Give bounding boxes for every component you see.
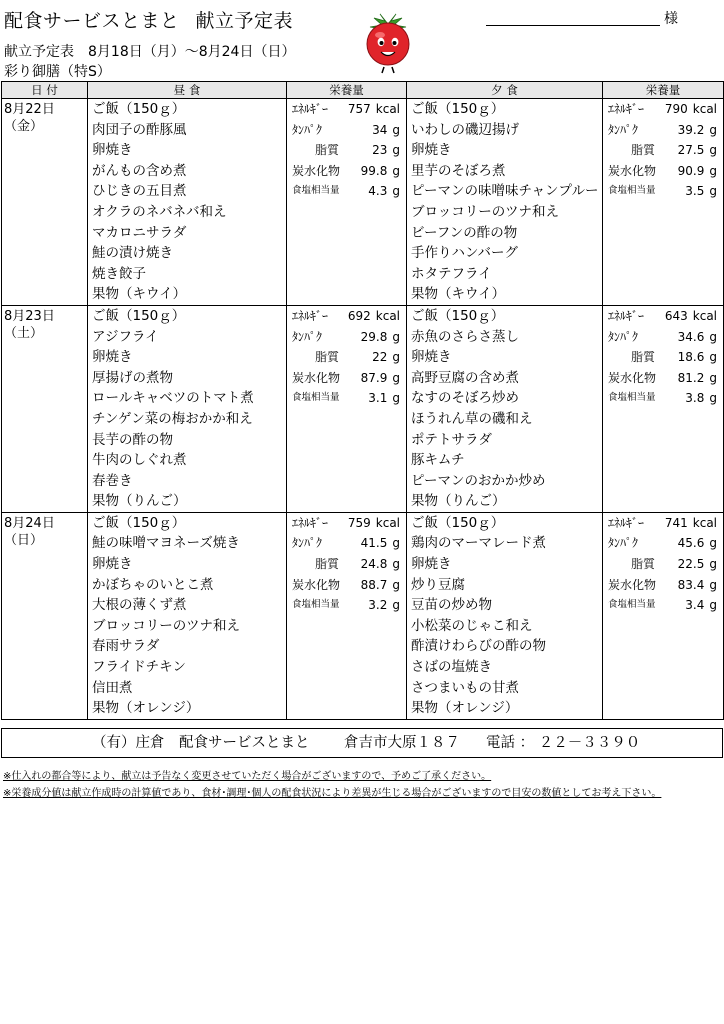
honorific: 様 — [664, 11, 678, 27]
nutrient-unit: g — [392, 370, 400, 385]
nutrient-label: 炭水化物 — [292, 370, 341, 385]
footer-contact — [1, 728, 723, 758]
note-menu-change: ※仕入れの都合等により、献立は予告なく変更させていただく場合がございますので、予めご了承ください。 — [3, 771, 492, 782]
nutrient-label: 炭水化物 — [608, 577, 657, 592]
nutrient-label: ｴﾈﾙｷﾞｰ — [608, 515, 645, 530]
nutrient-number: 83.4 — [677, 577, 705, 592]
nutrient-label: 食塩相当量 — [292, 599, 340, 611]
menu-item: ポテトサラダ — [411, 431, 492, 448]
nutrient-row — [287, 533, 406, 554]
nutrient-value — [678, 554, 717, 575]
nutrient-row — [603, 347, 723, 368]
nutrient-value — [361, 368, 400, 389]
menu-item: 牛肉のしぐれ煮 — [92, 452, 187, 469]
weekday-label: （日） — [4, 532, 44, 548]
dinner-nutrition-cell — [603, 99, 724, 306]
nutrient-value — [348, 306, 400, 327]
nutrient-number: 18.6 — [677, 350, 705, 365]
company-address: 倉吉市大原１８７ — [344, 735, 460, 751]
nutrient-number: 23 — [372, 143, 388, 158]
menu-item: ピーマンの味噌味チャンプルー — [411, 183, 599, 200]
nutrient-unit: g — [709, 143, 717, 158]
nutrient-number: 759 — [347, 515, 371, 530]
nutrient-label: ｴﾈﾙｷﾞｰ — [608, 102, 645, 116]
nutrient-unit: kcal — [692, 102, 717, 116]
nutrient-unit: g — [709, 536, 717, 551]
day-row — [2, 512, 724, 719]
menu-item: さつまいもの甘煮 — [411, 679, 519, 696]
nutrient-row — [603, 181, 723, 202]
nutrient-value — [361, 161, 400, 182]
nutrient-row — [603, 595, 723, 616]
nutrient-label: 脂質 — [315, 143, 340, 158]
menu-item: ビーフンの酢の物 — [411, 224, 518, 241]
nutrient-unit: kcal — [375, 102, 400, 116]
nutrient-value — [678, 120, 717, 141]
nutrient-label: 食塩相当量 — [608, 185, 656, 197]
nutrient-number: 643 — [664, 308, 688, 323]
nutrient-label: 食塩相当量 — [292, 392, 340, 404]
nutrient-value — [685, 595, 717, 616]
nutrient-value — [368, 388, 400, 409]
nutrient-value — [368, 181, 400, 202]
service-title: 配食サービスとまと — [4, 10, 180, 32]
nutrient-value — [665, 513, 717, 534]
nutrient-value — [678, 140, 717, 161]
nutrient-value — [372, 140, 400, 161]
nutrient-value — [678, 327, 717, 348]
nutrient-number: 22 — [372, 350, 388, 365]
nutrient-unit: g — [392, 557, 400, 572]
nutrient-unit: g — [709, 598, 717, 613]
nutrient-label: ﾀﾝﾊﾟｸ — [608, 329, 639, 344]
menu-item: 信田煮 — [92, 679, 133, 696]
nutrient-value — [685, 388, 717, 409]
lunch-menu-cell — [88, 99, 287, 306]
menu-item: なすのそぼろ炒め — [411, 390, 519, 407]
dinner-menu-cell — [407, 99, 603, 306]
menu-item: ご飯（150ｇ） — [92, 514, 186, 531]
nutrient-row — [287, 513, 406, 534]
nutrient-row — [603, 327, 723, 348]
menu-item: ご飯（150ｇ） — [92, 307, 186, 324]
nutrient-label: ﾀﾝﾊﾟｸ — [608, 122, 639, 137]
nutrient-value — [361, 327, 400, 348]
menu-item: チンゲン菜の梅おかか和え — [92, 410, 253, 427]
nutrient-unit: g — [392, 391, 400, 406]
menu-item: 卵焼き — [411, 349, 452, 366]
nutrient-row — [603, 575, 723, 596]
nutrient-number: 45.6 — [677, 536, 705, 551]
nutrient-value — [678, 368, 717, 389]
menu-item: 厚揚げの煮物 — [92, 369, 173, 386]
nutrient-label: 炭水化物 — [608, 163, 657, 178]
nutrient-row — [287, 327, 406, 348]
nutrient-unit: g — [392, 122, 400, 137]
date-cell — [2, 305, 88, 512]
nutrient-row — [287, 306, 406, 327]
nutrient-row — [603, 533, 723, 554]
nutrient-label: 脂質 — [631, 143, 656, 158]
menu-item: 鮭の味噌マヨネーズ焼き — [92, 535, 240, 552]
menu-item: オクラのネバネバ和え — [92, 203, 227, 220]
nutrient-label: 食塩相当量 — [608, 392, 656, 404]
nutrient-label: ｴﾈﾙｷﾞｰ — [292, 102, 329, 116]
nutrient-value — [678, 533, 717, 554]
nutrient-unit: g — [709, 557, 717, 572]
menu-table — [1, 81, 724, 720]
nutrient-number: 757 — [347, 102, 371, 116]
nutrient-number: 29.8 — [360, 329, 388, 344]
nutrient-unit: g — [392, 577, 400, 592]
menu-item: ひじきの五目煮 — [92, 183, 187, 200]
menu-item: 手作りハンバーグ — [411, 245, 519, 262]
nutrient-number: 81.2 — [677, 370, 705, 385]
nutrient-row — [287, 140, 406, 161]
dinner-nutrition-cell — [603, 512, 724, 719]
col-header-nutrition-lunch: 栄養量 — [287, 82, 407, 99]
nutrient-unit: kcal — [692, 308, 717, 323]
menu-item: フライドチキン — [92, 659, 186, 676]
nutrient-row — [287, 99, 406, 120]
nutrient-unit: kcal — [375, 515, 400, 530]
menu-item: 果物（キウイ） — [411, 286, 506, 303]
schedule-heading — [4, 41, 295, 61]
menu-item: 春巻き — [92, 472, 133, 489]
nutrient-row — [287, 554, 406, 575]
nutrient-row — [603, 554, 723, 575]
date-label: 8月23日 — [4, 308, 55, 324]
nutrient-unit: g — [709, 122, 717, 137]
nutrient-unit: g — [709, 163, 717, 178]
nutrient-number: 34 — [372, 122, 388, 137]
nutrient-label: ｴﾈﾙｷﾞｰ — [292, 308, 329, 323]
nutrient-number: 3.2 — [368, 598, 388, 613]
nutrient-row — [603, 388, 723, 409]
nutrient-label: 脂質 — [631, 350, 656, 365]
nutrient-unit: g — [392, 163, 400, 178]
nutrient-unit: g — [392, 350, 400, 365]
nutrient-value — [665, 99, 717, 120]
menu-item: 鶏肉のマーマレード煮 — [411, 535, 546, 552]
nutrient-row — [603, 99, 723, 120]
menu-item: 卵焼き — [411, 556, 452, 573]
menu-item: さばの塩焼き — [411, 659, 492, 676]
nutrient-unit: kcal — [375, 308, 400, 323]
menu-item: 春雨サラダ — [92, 638, 160, 655]
nutrient-value — [372, 120, 400, 141]
nutrient-row — [603, 140, 723, 161]
nutrient-row — [287, 368, 406, 389]
recipient-name-line — [486, 25, 660, 26]
menu-item: ご飯（150ｇ） — [411, 101, 505, 117]
nutrient-unit: g — [709, 391, 717, 406]
nutrient-number: 99.8 — [360, 163, 388, 178]
nutrient-unit: g — [709, 577, 717, 592]
nutrient-number: 87.9 — [360, 370, 388, 385]
nutrient-row — [603, 306, 723, 327]
nutrient-value — [348, 513, 400, 534]
nutrient-unit: g — [392, 598, 400, 613]
col-header-lunch: 昼 食 — [88, 82, 287, 99]
nutrient-label: ﾀﾝﾊﾟｸ — [292, 329, 323, 344]
note-nutrition: ※栄養成分値は献立作成時の計算値であり、食材･調理･個人の配食状況により差異が生じる場合がございますので目安の数値としてお考え下さい。 — [3, 788, 662, 799]
nutrient-number: 88.7 — [360, 577, 388, 592]
schedule-label: 献立予定表 — [4, 44, 74, 60]
date-label: 8月22日 — [4, 102, 55, 117]
menu-item: 里芋のそぼろ煮 — [411, 162, 506, 179]
nutrient-number: 790 — [664, 102, 688, 116]
nutrient-number: 4.3 — [368, 184, 388, 199]
lunch-nutrition-cell — [287, 99, 407, 306]
nutrient-row — [287, 161, 406, 182]
company-phone: 電話 ： ２２－３３９０ — [486, 735, 641, 751]
date-range: 8月18日（月）～8月24日（日） — [88, 44, 296, 60]
day-row — [2, 99, 724, 306]
menu-item: マカロニサラダ — [92, 224, 187, 241]
nutrient-number: 3.8 — [685, 391, 705, 406]
weekday-label: （土） — [4, 325, 44, 341]
nutrient-row — [603, 161, 723, 182]
nutrient-unit: kcal — [692, 515, 717, 530]
dinner-menu-cell — [407, 512, 603, 719]
nutrient-row — [603, 513, 723, 534]
nutrient-row — [287, 120, 406, 141]
nutrient-label: 脂質 — [315, 350, 340, 365]
nutrient-label: 食塩相当量 — [292, 185, 340, 197]
menu-item: ご飯（150ｇ） — [92, 101, 186, 117]
nutrient-unit: g — [709, 370, 717, 385]
tomato-mascot-icon — [360, 10, 416, 74]
menu-item: 果物（りんご） — [411, 493, 506, 510]
nutrient-unit: g — [392, 184, 400, 199]
menu-item: 果物（オレンジ） — [92, 700, 200, 717]
menu-item: ご飯（150ｇ） — [411, 514, 505, 531]
nutrient-label: 炭水化物 — [292, 163, 341, 178]
menu-item: 卵焼き — [92, 142, 133, 159]
nutrient-label: 脂質 — [315, 557, 340, 572]
nutrient-value — [678, 347, 717, 368]
menu-item: 卵焼き — [92, 556, 133, 573]
nutrient-number: 27.5 — [677, 143, 705, 158]
nutrient-label: ﾀﾝﾊﾟｸ — [292, 536, 323, 551]
nutrient-label: 炭水化物 — [292, 577, 341, 592]
page-title — [4, 6, 293, 33]
menu-item: 炒り豆腐 — [411, 576, 465, 593]
course-name: 彩り御膳（特S） — [4, 64, 111, 80]
col-header-dinner: 夕 食 — [407, 82, 603, 99]
col-header-nutrition-dinner: 栄養量 — [603, 82, 724, 99]
nutrient-unit: g — [392, 536, 400, 551]
company-name: （有）庄倉 配食サービスとまと — [92, 735, 310, 751]
menu-item: 高野豆腐の含め煮 — [411, 369, 519, 386]
menu-item: 果物（オレンジ） — [411, 700, 519, 717]
nutrient-label: ｴﾈﾙｷﾞｰ — [292, 515, 329, 530]
lunch-nutrition-cell — [287, 305, 407, 512]
menu-item: 酢漬けわらびの酢の物 — [411, 638, 546, 655]
nutrient-value — [665, 306, 717, 327]
lunch-nutrition-cell — [287, 512, 407, 719]
date-cell — [2, 99, 88, 306]
nutrient-label: ﾀﾝﾊﾟｸ — [292, 122, 323, 137]
nutrient-row — [287, 595, 406, 616]
menu-item: 赤魚のさらさ蒸し — [411, 328, 519, 345]
menu-item: 大根の薄くず煮 — [92, 597, 187, 614]
menu-item: 卵焼き — [92, 349, 133, 366]
nutrient-label: ｴﾈﾙｷﾞｰ — [608, 308, 645, 323]
nutrient-unit: g — [392, 329, 400, 344]
lunch-menu-cell — [88, 512, 287, 719]
nutrient-row — [603, 120, 723, 141]
menu-item: ピーマンのおかか炒め — [411, 472, 546, 489]
col-header-date: 日 付 — [2, 82, 88, 99]
nutrient-value — [361, 533, 400, 554]
nutrient-unit: g — [709, 184, 717, 199]
nutrient-number: 3.5 — [685, 184, 705, 199]
day-row — [2, 305, 724, 512]
nutrient-number: 41.5 — [360, 536, 388, 551]
nutrient-value — [678, 575, 717, 596]
nutrient-row — [287, 388, 406, 409]
menu-item: 長芋の酢の物 — [92, 431, 173, 448]
lunch-menu-cell — [88, 305, 287, 512]
nutrient-number: 34.6 — [677, 329, 705, 344]
nutrient-value — [368, 595, 400, 616]
menu-item: 焼き餃子 — [92, 265, 146, 282]
menu-item: アジフライ — [92, 328, 159, 345]
nutrient-value — [348, 99, 400, 120]
menu-item: 果物（りんご） — [92, 493, 187, 510]
nutrient-unit: g — [709, 350, 717, 365]
nutrient-unit: g — [709, 329, 717, 344]
nutrient-label: 食塩相当量 — [608, 599, 656, 611]
nutrient-number: 3.1 — [368, 391, 388, 406]
nutrient-label: 脂質 — [631, 557, 656, 572]
table-header-row — [2, 82, 724, 99]
nutrient-row — [603, 368, 723, 389]
menu-item: がんもの含め煮 — [92, 162, 187, 179]
nutrient-row — [287, 575, 406, 596]
nutrient-row — [287, 347, 406, 368]
nutrient-number: 3.4 — [685, 598, 705, 613]
menu-item: ロールキャベツのトマト煮 — [92, 390, 254, 407]
date-label: 8月24日 — [4, 515, 55, 531]
menu-item: ほうれん草の磯和え — [411, 410, 533, 427]
menu-item: 果物（キウイ） — [92, 286, 187, 303]
nutrient-value — [361, 575, 400, 596]
nutrient-number: 24.8 — [360, 557, 388, 572]
menu-item: 豆苗の炒め物 — [411, 597, 492, 614]
nutrient-number: 90.9 — [677, 163, 705, 178]
menu-item: ブロッコリーのツナ和え — [411, 203, 559, 220]
menu-item: 鮭の漬け焼き — [92, 245, 173, 262]
nutrient-unit: g — [392, 143, 400, 158]
nutrient-number: 22.5 — [677, 557, 705, 572]
menu-item: 豚キムチ — [411, 452, 465, 469]
menu-item: 肉団子の酢豚風 — [92, 121, 187, 138]
nutrient-value — [372, 347, 400, 368]
date-cell — [2, 512, 88, 719]
menu-item: 小松菜のじゃこ和え — [411, 617, 533, 634]
nutrient-number: 692 — [347, 308, 371, 323]
menu-item: ホタテフライ — [411, 265, 492, 282]
menu-item: ご飯（150ｇ） — [411, 307, 505, 324]
dinner-menu-cell — [407, 305, 603, 512]
nutrient-label: 炭水化物 — [608, 370, 657, 385]
nutrient-row — [287, 181, 406, 202]
dinner-nutrition-cell — [603, 305, 724, 512]
menu-item: いわしの磯辺揚げ — [411, 121, 519, 138]
nutrient-number: 741 — [664, 515, 688, 530]
nutrient-label: ﾀﾝﾊﾟｸ — [608, 536, 639, 551]
doc-title: 献立予定表 — [195, 10, 294, 32]
menu-item: かぼちゃのいとこ煮 — [92, 576, 214, 593]
nutrient-value — [361, 554, 400, 575]
nutrient-value — [685, 181, 717, 202]
nutrient-number: 39.2 — [677, 122, 705, 137]
menu-item: ブロッコリーのツナ和え — [92, 617, 240, 634]
nutrient-value — [678, 161, 717, 182]
menu-item: 卵焼き — [411, 142, 452, 159]
weekday-label: （金） — [4, 119, 44, 134]
